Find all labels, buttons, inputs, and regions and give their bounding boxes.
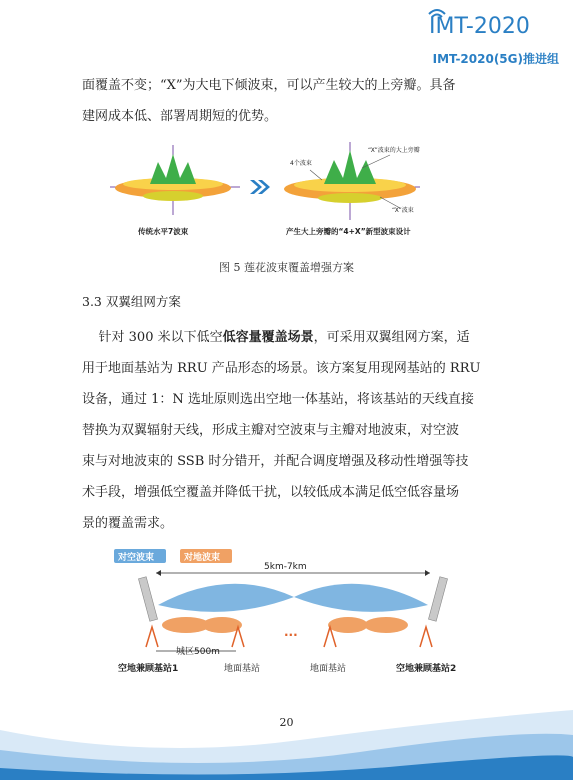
- tower-icon: [420, 627, 432, 647]
- emphasis-text: 低容量覆盖场景: [222, 330, 314, 345]
- label-4-beams: 4个波束: [290, 160, 312, 167]
- ground-station-label: 地面基站: [224, 664, 261, 674]
- text-span: 针对 300 米以下低空: [98, 330, 223, 345]
- text-line: 设备，通过 1：N 选址原则选出空地一体基站，将该基站的天线直接: [82, 392, 474, 407]
- ground-beam: [364, 617, 408, 633]
- ground-beam: [328, 617, 368, 633]
- text-span: ，可采用双翼组网方案，适: [313, 330, 470, 345]
- legend-ground-label: 对地波束: [184, 553, 221, 563]
- text-line: 束与对地波束的 SSB 时分错开，并配合调度增强及移动性增强等技: [82, 454, 469, 469]
- antenna-left: [138, 577, 157, 622]
- label-x-beam: “X”波束: [392, 207, 414, 214]
- section-paragraph: [82, 322, 494, 539]
- text-line: 景的覆盖需求。: [82, 516, 174, 531]
- ground-beam: [202, 617, 242, 633]
- distance-label: 5km-7km: [264, 562, 307, 572]
- text-line: 用于地面基站为 RRU 产品形态的场景。该方案复用现网基站的 RRU: [82, 361, 481, 376]
- urban-distance-label: 城区500m: [176, 647, 220, 657]
- figure-caption: 图 5 莲花波束覆盖增强方案: [219, 261, 354, 274]
- text-line: [82, 322, 494, 353]
- imt2020-logo: [425, 6, 567, 36]
- dual-wing-figure: [108, 547, 480, 682]
- text-line: 替换为双翼辐射天线，形成主瓣对空波束与主瓣对地波束，对空波: [82, 423, 460, 438]
- antenna-right: [428, 577, 447, 622]
- footer-wave: [0, 690, 573, 780]
- tower-icon: [146, 627, 158, 647]
- station1-label: 空地兼顾基站1: [118, 664, 179, 674]
- section-title: 3.3 双翼组网方案: [82, 294, 181, 309]
- ellipsis-dots: ···: [284, 628, 298, 642]
- station2-label: 空地兼顾基站2: [396, 664, 457, 674]
- page-number: 20: [279, 716, 294, 729]
- double-chevron-icon: [250, 180, 270, 194]
- org-name: IMT-2020(5G)推进组: [432, 52, 559, 66]
- lotus-beam-figure: [100, 140, 460, 245]
- air-beam-left: [158, 584, 294, 612]
- traditional-beam-pattern: [110, 145, 240, 215]
- text-line: 建网成本低、部署周期短的优势。: [82, 109, 278, 124]
- label-x-side-lobe: “X”波束的大上旁瓣: [368, 147, 420, 154]
- intro-paragraph: [82, 70, 494, 132]
- new-beam-label: 产生大上旁瓣的“4+X”新型波束设计: [286, 227, 411, 236]
- text-line: 术手段，增强低空覆盖并降低干扰，以较低成本满足低空低容量场: [82, 485, 460, 500]
- air-beam-right: [294, 584, 428, 612]
- logo-text: IMT-2020: [429, 14, 530, 36]
- traditional-beam-label: 传统水平7波束: [138, 227, 189, 236]
- legend-air-label: 对空波束: [118, 553, 155, 563]
- ground-station-label: 地面基站: [310, 664, 347, 674]
- text-line: 面覆盖不变；“X”为大电下倾波束，可以产生较大的上旁瓣。具备: [82, 78, 456, 93]
